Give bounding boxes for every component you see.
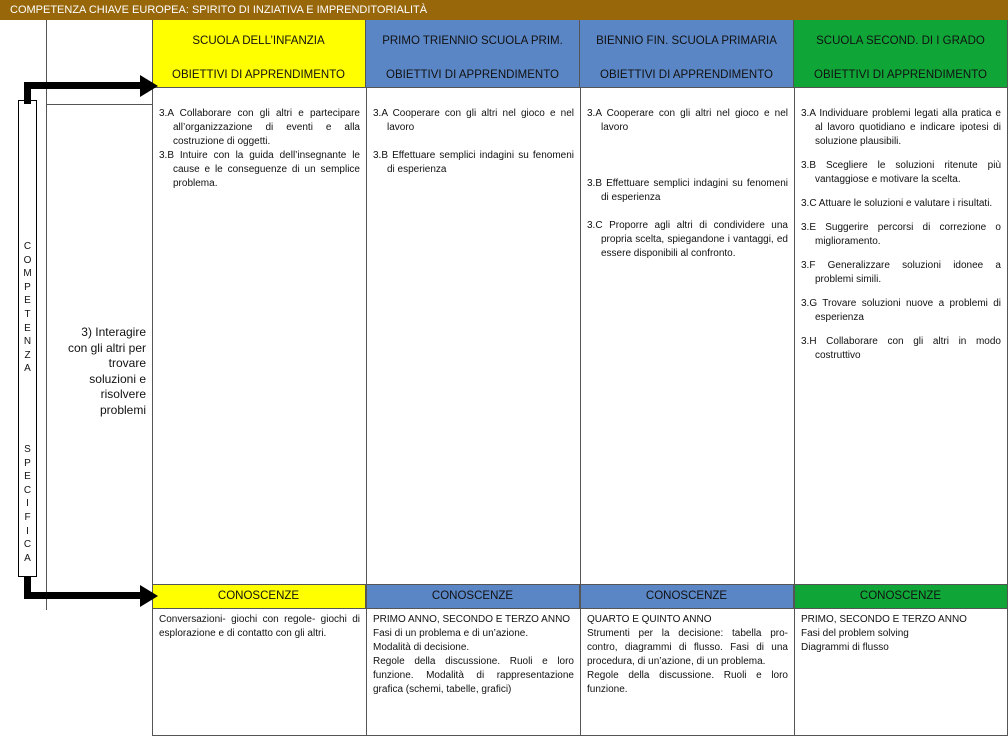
knowledge-item: Fasi del problem solving — [801, 628, 909, 639]
knowledge-header-primo-triennio: CONOSCENZE — [366, 584, 580, 608]
knowledge-item: Strumenti per la decisione: tabella pro-contro, diagrammi di flusso. Fasi di una procedura, di un’azione, di un problema. — [587, 628, 788, 667]
objective-item: 3.A Cooperare con gli altri nel gioco e nel lavoro — [587, 108, 788, 133]
objective-item: 3.F Generalizzare soluzioni idonee a problemi simili. — [801, 260, 1001, 285]
col-header-primo-triennio: PRIMO TRIENNIO SCUOLA PRIM. — [366, 20, 580, 62]
objectives-header-infanzia: OBIETTIVI DI APPRENDIMENTO — [152, 62, 366, 87]
objective-item: 3.B Scegliere le soluzioni ritenute più vantaggiose e motivare la scelta. — [801, 160, 1001, 185]
knowledge-item: Regole della discussione. Ruoli e loro funzione. — [587, 670, 788, 695]
knowledge-item: Conversazioni- giochi con regole- giochi di esplorazione e di contatto con gli altri. — [159, 614, 360, 639]
objective-item: 3.A Individuare problemi legati alla pratica e al lavoro quotidiano e indicare ipotesi di soluzione plausibili. — [801, 108, 1001, 147]
objective-item: 3.A Cooperare con gli altri nel gioco e nel lavoro — [373, 108, 574, 133]
knowledge-item: PRIMO ANNO, SECONDO E TERZO ANNO — [373, 614, 571, 625]
knowledge-cell-secondaria — [795, 610, 1007, 655]
grid-line — [46, 104, 152, 105]
knowledge-item: PRIMO, SECONDO E TERZO ANNO — [801, 614, 967, 625]
grid-line — [152, 735, 1008, 736]
objectives-header-secondaria: OBIETTIVI DI APPRENDIMENTO — [794, 62, 1008, 87]
objective-item: 3.B Effettuare semplici indagini su fenomeni di esperienza — [373, 150, 574, 175]
knowledge-header-infanzia: CONOSCENZE — [152, 584, 366, 608]
knowledge-cell-infanzia — [153, 610, 366, 641]
col-header-secondaria: SCUOLA SECOND. DI I GRADO — [794, 20, 1008, 62]
title-bar: COMPETENZA CHIAVE EUROPEA: SPIRITO DI INZIATIVA E IMPRENDITORIALITÀ — [0, 0, 1008, 20]
objective-item: 3.C Proporre agli altri di condividere una propria scelta, spiegandone i vantaggi, ed essere disponibili al confronto. — [587, 220, 788, 259]
grid-line — [46, 20, 47, 610]
knowledge-item: QUARTO E QUINTO ANNO — [587, 614, 712, 625]
knowledge-item: Diagrammi di flusso — [801, 642, 889, 653]
knowledge-header-secondaria: CONOSCENZE — [794, 584, 1008, 608]
col-header-infanzia: SCUOLA DELL’INFANZIA — [152, 20, 366, 62]
specifica-vertical-label: S P E C I F I C A — [23, 444, 32, 564]
objective-item: 3.C Attuare le soluzioni e valutare i risultati. — [801, 198, 993, 209]
objective-item: 3.E Suggerire percorsi di correzione o miglioramento. — [801, 222, 1001, 247]
knowledge-header-biennio: CONOSCENZE — [580, 584, 794, 608]
knowledge-item: Fasi di un problema e di un’azione. — [373, 628, 529, 639]
objective-item: 3.A Collaborare con gli altri e partecipare all’organizzazione di eventi e alla costruzione di oggetti. — [159, 108, 360, 147]
objective-item: 3.G Trovare soluzioni nuove a problemi di esperienza — [801, 298, 1001, 323]
objectives-cell-infanzia — [153, 104, 366, 191]
grid-line — [152, 584, 1008, 585]
objective-item: 3.H Collaborare con gli altri in modo costruttivo — [801, 336, 1001, 361]
objectives-cell-primo-triennio — [367, 104, 580, 177]
col-header-biennio: BIENNIO FIN. SCUOLA PRIMARIA — [580, 20, 794, 62]
objectives-cell-biennio — [581, 104, 794, 261]
knowledge-cell-biennio — [581, 610, 794, 697]
objectives-cell-secondaria — [795, 104, 1007, 363]
objectives-header-biennio: OBIETTIVI DI APPRENDIMENTO — [580, 62, 794, 87]
knowledge-item: Regole della discussione. Ruoli e loro funzione. Modalità di rappresentazione grafica (schemi, tabelle, grafici) — [373, 656, 574, 695]
competence-label: 3) Interagire con gli altri per trovare soluzioni e risolvere problemi — [67, 325, 146, 417]
objective-item: 3.B Effettuare semplici indagini su fenomeni di esperienza — [587, 178, 788, 203]
grid-line — [152, 608, 1008, 609]
knowledge-item: Modalità di decisione. — [373, 642, 470, 653]
grid-line — [152, 87, 1008, 88]
knowledge-cell-primo-triennio — [367, 610, 580, 697]
objectives-header-primo-triennio: OBIETTIVI DI APPRENDIMENTO — [366, 62, 580, 87]
competenza-vertical-label: C O M P E T E N Z A — [23, 241, 32, 375]
objective-item: 3.B Intuire con la guida dell’insegnante le cause e le conseguenze di un semplice problema. — [159, 150, 360, 189]
